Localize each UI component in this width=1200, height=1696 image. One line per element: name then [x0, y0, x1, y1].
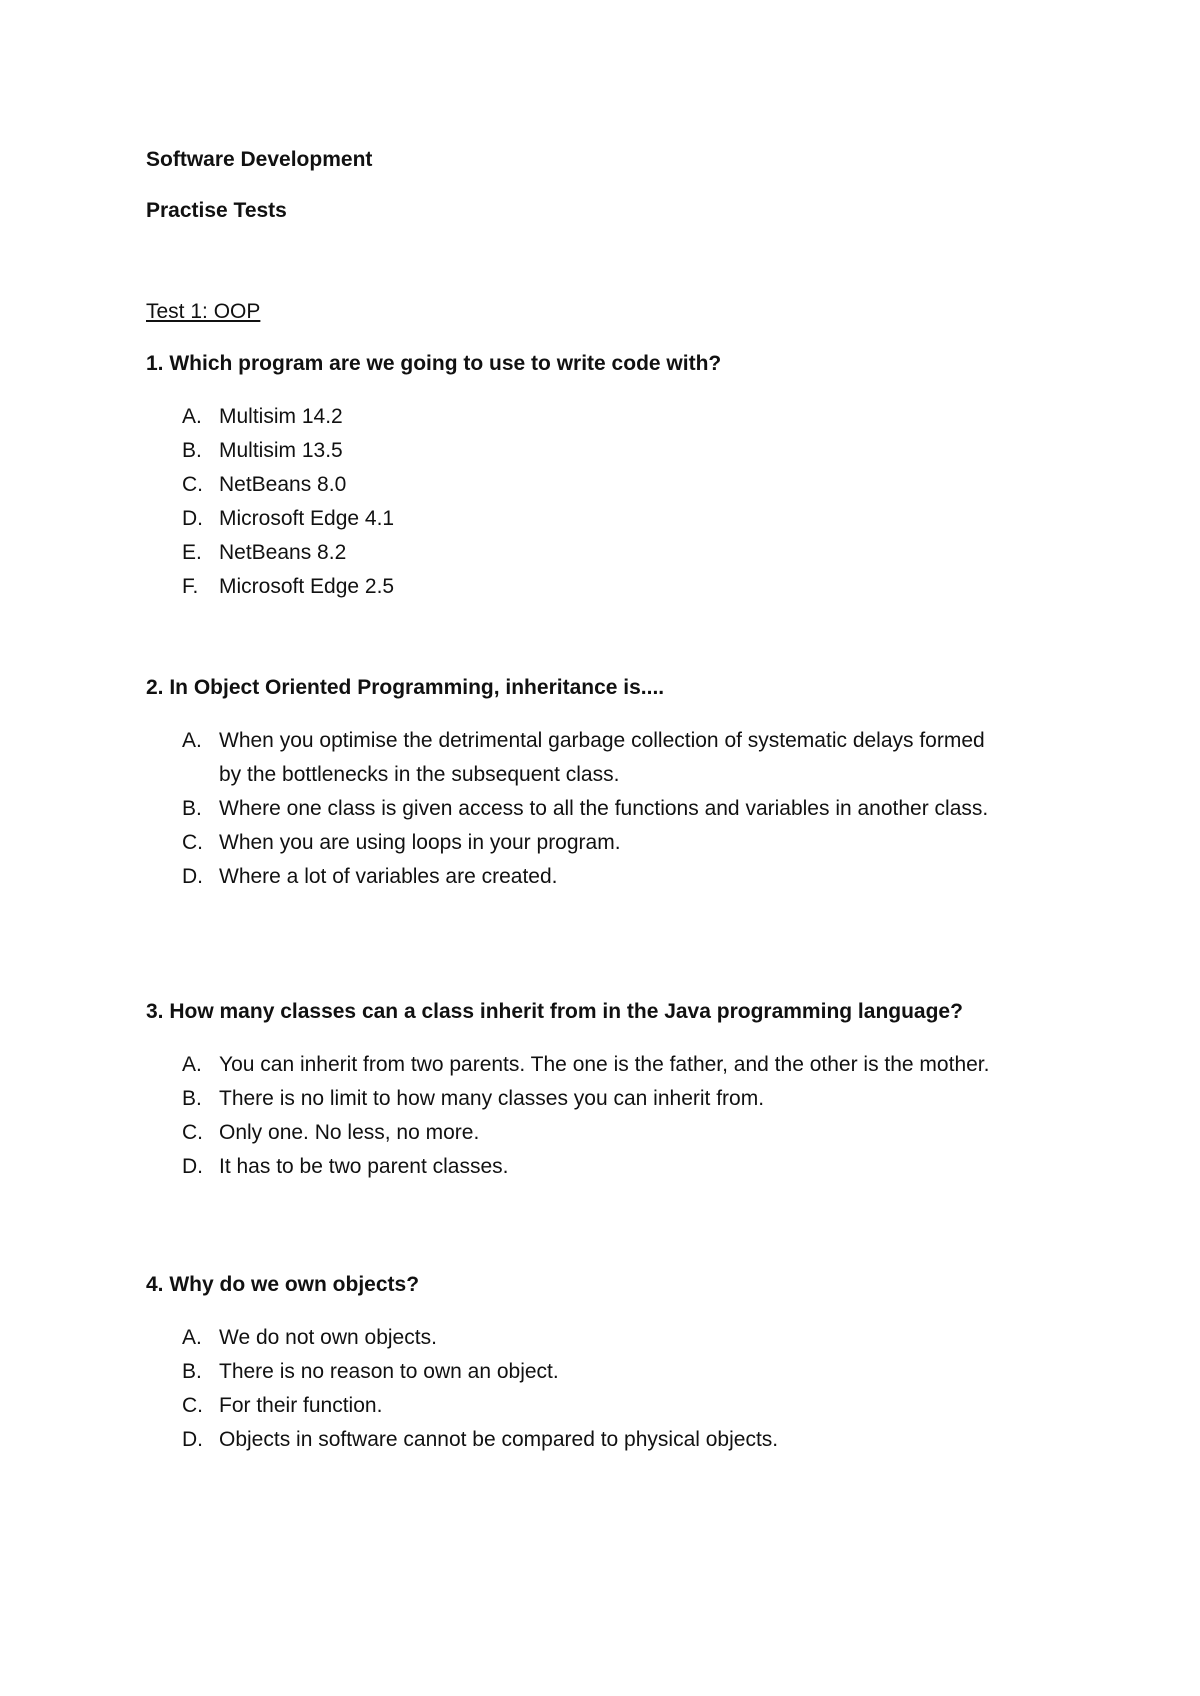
option-letter: D. [182, 865, 203, 888]
option-text: Where one class is given access to all the functions and variables in another class. [219, 797, 989, 820]
option-a [146, 1321, 1009, 1355]
option-letter: B. [182, 439, 202, 462]
question-2 [146, 674, 1046, 894]
test-heading: Test 1: OOP [146, 300, 261, 323]
option-letter: B. [182, 1360, 202, 1383]
option-text: Multisim 13.5 [219, 439, 343, 462]
option-letter: A. [182, 1326, 202, 1349]
option-letter: F. [182, 575, 199, 598]
options-list [146, 1048, 1046, 1184]
question-text: 2. In Object Oriented Programming, inheritance is.... [146, 676, 665, 699]
option-d [146, 1150, 1009, 1184]
question-3 [146, 998, 1046, 1184]
option-letter: A. [182, 1053, 202, 1076]
option-text: There is no limit to how many classes you can inherit from. [219, 1087, 765, 1110]
option-b [146, 1082, 1009, 1116]
option-text: When you optimise the detrimental garbage collection of systematic delays formed by the bottlenecks in the subsequent class. [219, 729, 985, 786]
option-b [146, 434, 1009, 468]
options-list [146, 400, 1046, 604]
document-subtitle: Practise Tests [146, 199, 287, 222]
option-e [146, 536, 1009, 570]
option-text: There is no reason to own an object. [219, 1360, 559, 1383]
option-d [146, 502, 1009, 536]
option-c [146, 468, 1009, 502]
option-a [146, 400, 1009, 434]
option-c [146, 1116, 1009, 1150]
option-text: NetBeans 8.0 [219, 473, 347, 496]
option-text: You can inherit from two parents. The one is the father, and the other is the mother. [219, 1053, 990, 1076]
option-letter: D. [182, 507, 203, 530]
option-letter: B. [182, 797, 202, 820]
option-letter: C. [182, 473, 203, 496]
option-letter: D. [182, 1428, 203, 1451]
question-1 [146, 350, 1046, 604]
option-letter: E. [182, 541, 202, 564]
option-f [146, 570, 1009, 604]
question-text: 3. How many classes can a class inherit from in the Java programming language? [146, 1000, 963, 1023]
option-c [146, 1389, 1009, 1423]
document-title: Software Development [146, 148, 373, 171]
question-4 [146, 1271, 1046, 1457]
option-text: Multisim 14.2 [219, 405, 343, 428]
option-text: Microsoft Edge 2.5 [219, 575, 395, 598]
option-letter: A. [182, 405, 202, 428]
option-letter: D. [182, 1155, 203, 1178]
option-text: For their function. [219, 1394, 383, 1417]
option-text: Microsoft Edge 4.1 [219, 507, 395, 530]
option-b [146, 1355, 1009, 1389]
option-a [146, 1048, 1009, 1082]
option-letter: B. [182, 1087, 202, 1110]
option-letter: C. [182, 1121, 203, 1144]
option-letter: C. [182, 831, 203, 854]
option-d [146, 1423, 1009, 1457]
options-list [146, 724, 1046, 894]
option-a [146, 724, 1009, 792]
options-list [146, 1321, 1046, 1457]
question-text: 1. Which program are we going to use to write code with? [146, 352, 722, 375]
option-c [146, 826, 1009, 860]
option-letter: A. [182, 729, 202, 752]
option-b [146, 792, 1009, 826]
option-letter: C. [182, 1394, 203, 1417]
option-text: It has to be two parent classes. [219, 1155, 509, 1178]
option-text: NetBeans 8.2 [219, 541, 347, 564]
option-text: We do not own objects. [219, 1326, 437, 1349]
option-d [146, 860, 1009, 894]
question-text: 4. Why do we own objects? [146, 1273, 420, 1296]
option-text: Objects in software cannot be compared to physical objects. [219, 1428, 779, 1451]
option-text: Only one. No less, no more. [219, 1121, 480, 1144]
option-text: When you are using loops in your program. [219, 831, 621, 854]
option-text: Where a lot of variables are created. [219, 865, 558, 888]
